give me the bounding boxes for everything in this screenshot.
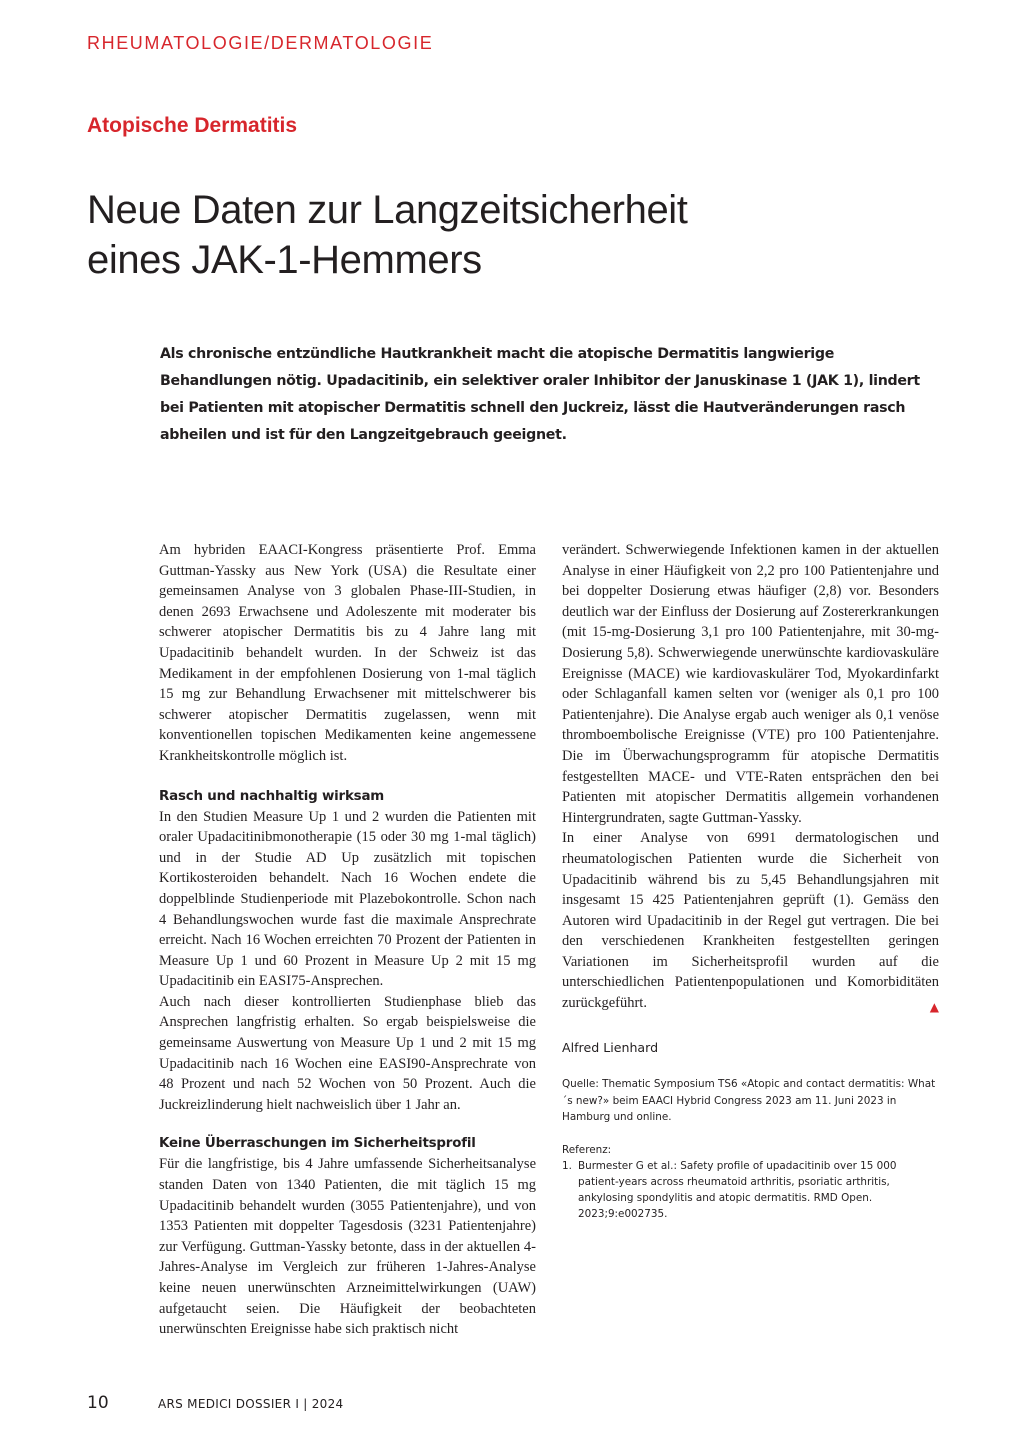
- body-paragraph-final: [562, 828, 939, 1013]
- subheading-safety: Keine Überraschungen im Sicherheitsprofil: [159, 1136, 476, 1152]
- author-name: Alfred Lienhard: [562, 1039, 659, 1055]
- body-paragraph: verändert. Schwerwiegende Infektionen kamen in der aktuellen Analyse in einer Häufigkeit von 2,2 pro 100 Patientenjahre und bei doppelter Dosierung etwas häufiger (2,8) vor. Besonders deutlich war der Einfluss der Dosierung auf Zostererkrankungen (mit 15-mg-Dosierung 3,1 pro 100 Patientenjahre, mit 30-mg-Dosierung 5,8). Schwerwiegende unerwünschte kardiovaskuläre Ereignisse (MACE) wie kardiovaskulärer Tod, Myokardinfarkt oder Schlaganfall kamen selten vor (weniger als 0,1 pro 100 Patientenjahre). Die Analyse ergab auch weniger als 0,1 venöse thromboembolische Ereignisse (VTE) pro 100 Patientenjahre. Die im Überwachungsprogramm für atopische Dermatitis festgestellten MACE- und VTE-Raten entsprächen den bei Patienten mit atopischer Dermatitis allgemein vorhandenen Hintergrundraten, sagte Guttman-Yassky.: [562, 542, 939, 826]
- article-lead: Als chronische entzündliche Hautkrankheit macht die atopische Dermatitis langwierige Behandlungen nötig. Upadacitinib, ein selektiver oraler Inhibitor der Januskinase 1 (JAK 1), lindert bei Patienten mit atopischer Dermatitis schnell den Juckreiz, lässt die Hautveränderungen rasch abheilen und ist für den Langzeitgebrauch geeignet.: [160, 346, 920, 443]
- article-kicker: Atopische Dermatitis: [87, 114, 298, 137]
- reference-item: [562, 1158, 939, 1222]
- body-paragraph: In den Studien Measure Up 1 und 2 wurden die Patienten mit oraler Upadacitinibmonotherapie (15 oder 30 mg 1-mal täglich) und in der Studie AD Up zusätzlich mit topischen Kortikosteroiden behandelt. Nach 16 Wochen endete die doppelblinde Studienperiode mit Plazebokontrolle. Schon nach 4 Behandlungswochen wurde fast die maximale Ansprechrate erreicht. Nach 16 Wochen erreichten 70 Prozent der Patienten in Measure Up 1 und 60 Prozent in Measure Up 2 mit 15 mg Upadacitinib ein EASI75-Ansprechen.: [159, 808, 536, 990]
- section-label: RHEUMATOLOGIE/DERMATOLOGIE: [87, 33, 434, 53]
- body-paragraph-text: In einer Analyse von 6991 dermatologischen und rheumatologischen Patienten wurde die Sicherheit von Upadacitinib während bis zu 5,45 Behandlungsjahren mit insgesamt 15 425 Patientenjahren geprüft (1). Gemäss den Autoren wird Upadacitinib in der Regel gut vertragen. Die bei den verschiedenen Krankheiten festgestellten geringen Variationen im Sicherheitsprofil wurden auf die unterschiedlichen Patientenpopulationen und Komorbiditäten zurückgeführt.: [562, 830, 939, 1012]
- article-title-line-1: Neue Daten zur Langzeitsicherheit: [87, 187, 688, 232]
- journal-name: ARS MEDICI DOSSIER I | 2024: [158, 1397, 344, 1411]
- right-column: [562, 540, 939, 1222]
- article-title-line-2: eines JAK-1-Hemmers: [87, 237, 482, 282]
- references-heading: Referenz:: [562, 1143, 612, 1156]
- article-title: [87, 185, 947, 285]
- reference-number: 1.: [562, 1159, 572, 1172]
- body-paragraph: Für die langfristige, bis 4 Jahre umfassende Sicherheitsanalyse standen Daten von 1340 Patienten, die mit täglich 15 mg Upadacitinib behandelt wurden (3055 Patientenjahre), und von 1353 Patienten mit doppelter Tagesdosis (3231 Patientenjahre) zur Verfügung. Guttman-Yassky betonte, dass in der aktuellen 4-Jahres-Analyse im Vergleich zur früheren 1-Jahres-Analyse keine neuen unerwünschten Arzneimittelwirkungen (UAW) aufgetaucht seien. Die Häufigkeit der beobachteten unerwünschten Ereignisse habe sich praktisch nicht: [159, 1156, 536, 1338]
- left-column: [159, 540, 536, 1340]
- reference-text: Burmester G et al.: Safety profile of upadacitinib over 15 000 patient-years across rheumatoid arthritis, psoriatic arthritis, ankylosing spondylitis and atopic dermatitis. RMD Open. 2023;9:e002735.: [578, 1159, 897, 1220]
- subheading-efficacy: Rasch und nachhaltig wirksam: [159, 788, 385, 804]
- body-paragraph: Am hybriden EAACI-Kongress präsentierte Prof. Emma Guttman-Yassky aus New York (USA) die Resultate einer gemeinsamen Analyse von 3 globalen Phase-III-Studien, in denen 2693 Erwachsene und Adoleszente mit moderater bis schwerer atopischer Dermatitis bis zu 4 Jahre lang mit Upadacitinib behandelt wurden. In der Schweiz ist das Medikament in der empfohlenen Dosierung von 1-mal täglich 15 mg zur Behandlung Erwachsener mit mittelschwerer bis schwerer atopischer Dermatitis zugelassen, wenn mit konventionellen topischen Medikamenten keine angemessene Krankheitskontrolle möglich ist.: [159, 542, 536, 764]
- end-of-article-triangle-icon: ▲: [929, 1000, 939, 1015]
- page-number: 10: [87, 1393, 109, 1413]
- source-note: Quelle: Thematic Symposium TS6 «Atopic and contact dermatitis: What´s new?» beim EAACI Hybrid Congress 2023 am 11. Juni 2023 in Hamburg und online.: [562, 1078, 936, 1124]
- body-paragraph: Auch nach dieser kontrollierten Studienphase blieb das Ansprechen langfristig erhalten. So ergab beispielsweise die gemeinsame Auswertung von Measure Up 1 und 2 mit 15 mg Upadacitinib nach 16 Wochen eine EASI90-Ansprechrate von 48 Prozent und nach 52 Wochen von 50 Prozent. Auch die Juckreizlinderung hielt nachweislich über 1 Jahr an.: [159, 993, 536, 1113]
